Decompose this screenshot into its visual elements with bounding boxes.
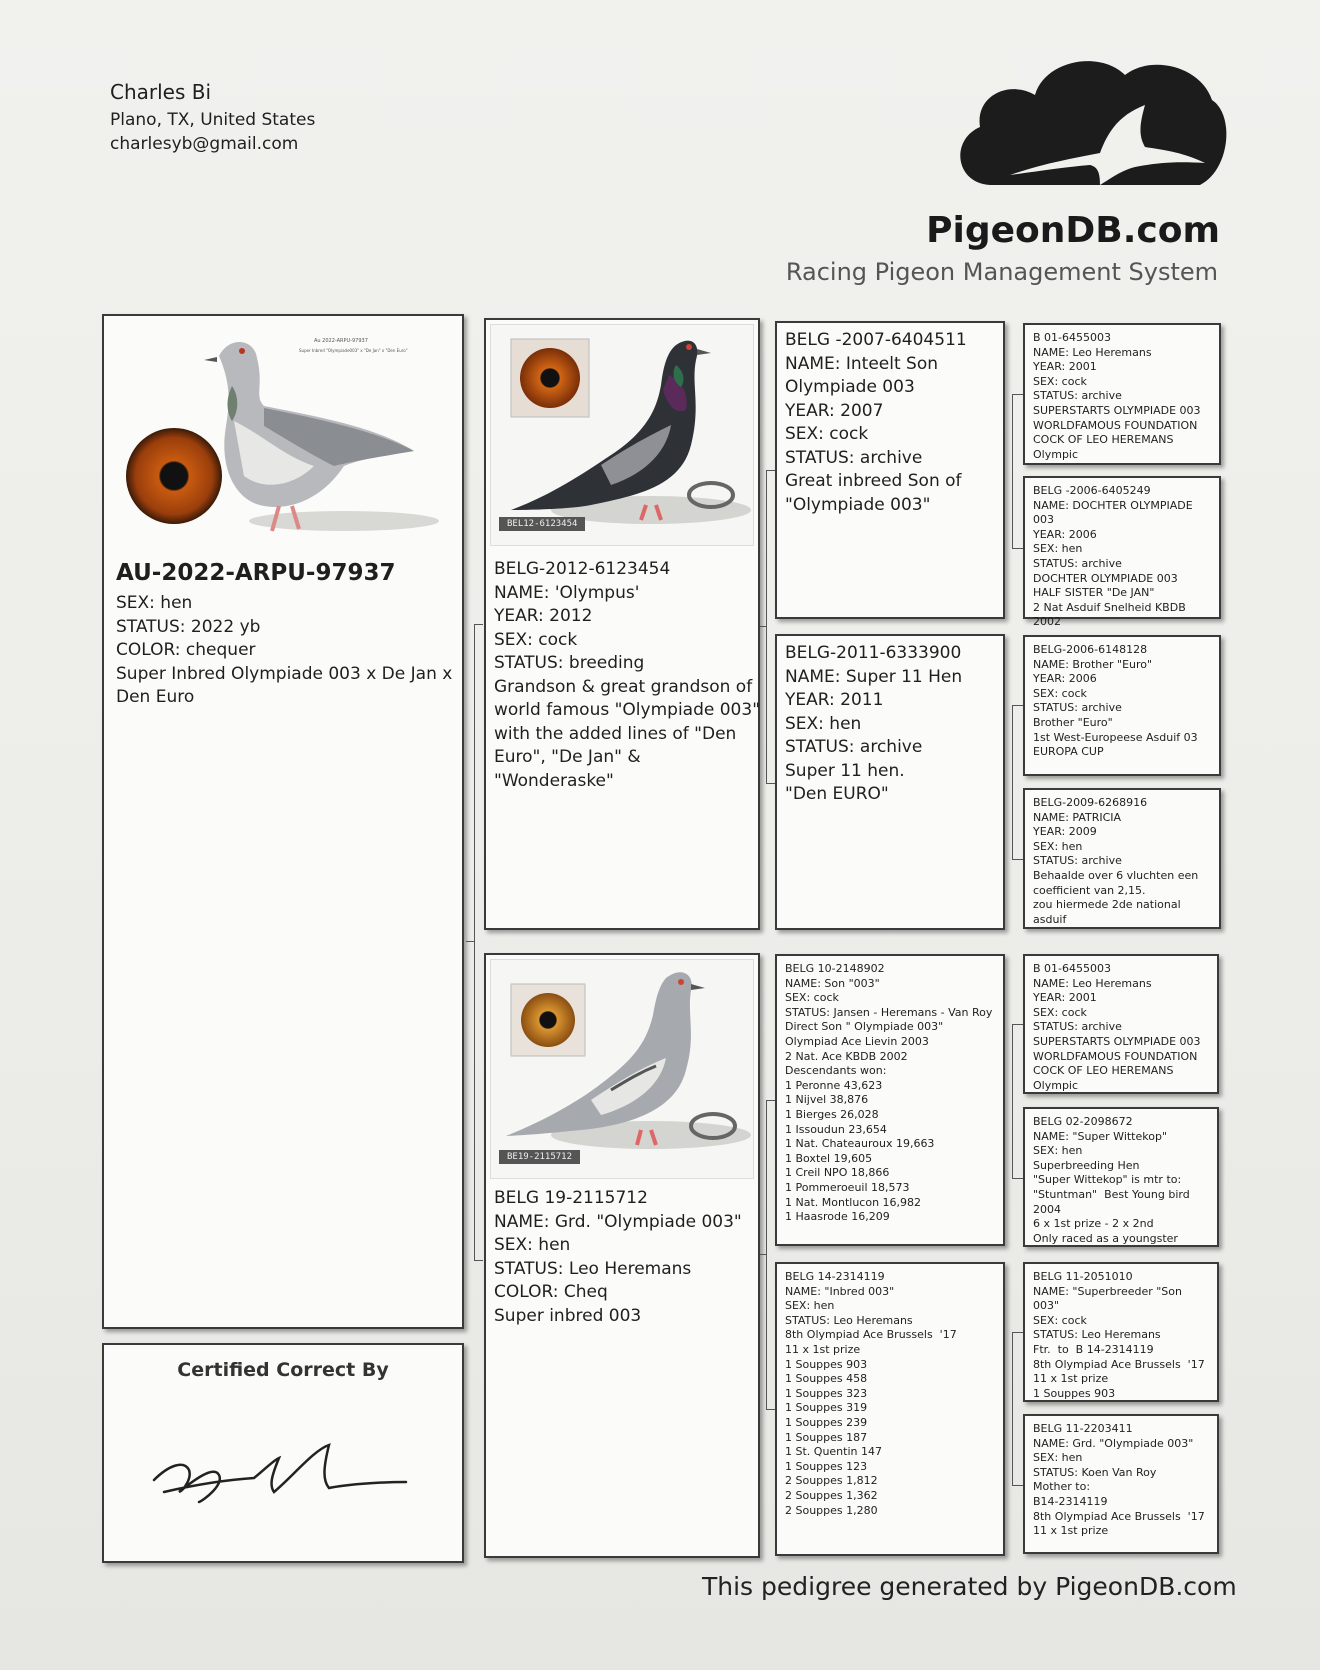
dds-line: BELG 11-2051010 <box>1033 1270 1133 1283</box>
sdd-line: zou hiermede 2de national asduif <box>1033 898 1185 926</box>
ssd-line: BELG -2006-6405249 <box>1033 484 1151 497</box>
sds-line: STATUS: archive <box>1033 701 1122 715</box>
sire-dam-sire-card <box>1023 635 1221 776</box>
dds-line: SEX: cock <box>1033 1313 1087 1327</box>
connector-line <box>760 626 766 627</box>
dam-sire-line: Descendants won: <box>785 1064 887 1078</box>
subject-line: SEX: hen <box>116 593 193 613</box>
pigeon-photo-icon <box>114 326 444 551</box>
sire-card <box>484 318 760 930</box>
sds-line: Brother "Euro" <box>1033 715 1113 729</box>
dam-sire-line: 1 Peronne 43,623 <box>785 1078 883 1092</box>
dds-line: STATUS: Leo Heremans <box>1033 1328 1161 1342</box>
dss-line: NAME: Leo Heremans <box>1033 976 1152 990</box>
dam-dam-line: 2 Souppes 1,280 <box>785 1503 878 1517</box>
dsd-line: "Super Wittekop" is mtr to: <box>1033 1173 1182 1187</box>
sire-sire-card <box>775 321 1005 619</box>
dam-sire-line: 1 Bierges 26,028 <box>785 1107 879 1121</box>
dam-line: SEX: hen <box>494 1235 571 1255</box>
ssd-line: 2 Nat Asduif Snelheid KBDB 2002 <box>1033 600 1190 629</box>
dam-details <box>486 1181 772 1334</box>
dds-line: 1 Souppes 903 <box>1033 1386 1116 1400</box>
dss-line: STATUS: archive <box>1033 1020 1122 1034</box>
sire-sire-line: YEAR: 2007 <box>785 400 884 421</box>
dsd-line: "Stuntman" Best Young bird 2004 <box>1033 1187 1194 1216</box>
connector-bracket <box>1012 1024 1023 1179</box>
dds-line: NAME: "Superbreeder "Son 003" <box>1033 1284 1186 1313</box>
dss-line: SEX: cock <box>1033 1005 1087 1019</box>
sire-dam-card <box>775 634 1005 930</box>
logo-brand: PigeonDB.com <box>926 210 1220 251</box>
dam-sire-line: Olympiad Ace Lievin 2003 <box>785 1034 929 1048</box>
dam-sire-sire-card <box>1023 954 1219 1094</box>
dam-sire-line: 1 Pommeroeuil 18,573 <box>785 1180 910 1194</box>
sire-sire-line: NAME: Inteelt Son <box>785 353 939 374</box>
sds-line: NAME: Brother "Euro" <box>1033 657 1153 671</box>
sire-sire-sire-card <box>1023 323 1221 465</box>
dam-line: STATUS: Leo Heremans <box>494 1258 692 1279</box>
sss-line: SEX: cock <box>1033 374 1087 388</box>
sire-dam-line: NAME: Super 11 Hen <box>785 666 963 687</box>
ssd-line: YEAR: 2006 <box>1033 527 1097 541</box>
sire-dam-line: STATUS: archive <box>785 737 923 757</box>
footer-credit: This pedigree generated by PigeonDB.com <box>702 1572 1237 1601</box>
dam-sire-line: 1 Haasrode 16,209 <box>785 1210 890 1224</box>
dam-dam-line: 1 Souppes 239 <box>785 1415 868 1429</box>
sss-line: WORLDFAMOUS FOUNDATION <box>1033 418 1198 432</box>
dss-line: SUPERSTARTS OLYMPIADE 003 <box>1033 1034 1201 1048</box>
connector-bracket <box>1012 1332 1023 1486</box>
ssd-line: NAME: DOCHTER OLYMPIADE 003 <box>1033 498 1197 527</box>
dam-dam-dam-card <box>1023 1414 1219 1554</box>
dsd-line: BELG 02-2098672 <box>1033 1115 1133 1128</box>
dam-dam-card <box>775 1262 1005 1556</box>
sdd-line: Behaalde over 6 vluchten een <box>1033 868 1199 882</box>
connector-bracket <box>1012 394 1023 549</box>
subject-ring-number: AU-2022-ARPU-97937 <box>116 560 396 586</box>
sds-line: BELG-2006-6148128 <box>1033 643 1148 656</box>
dam-dam-line: STATUS: Leo Heremans <box>785 1313 913 1327</box>
sss-line: STATUS: archive <box>1033 389 1122 403</box>
dam-sire-dam-card <box>1023 1107 1219 1247</box>
dam-dam-line: 1 Souppes 319 <box>785 1401 868 1415</box>
sire-dam-line: "Den EURO" <box>785 784 889 804</box>
connector-line <box>760 1254 766 1255</box>
ddd-line: 11 x 1st prize <box>1033 1524 1109 1538</box>
sire-dam-line: YEAR: 2011 <box>785 690 884 710</box>
dsd-line: NAME: "Super Wittekop" <box>1033 1129 1168 1143</box>
sdd-line: SEX: hen <box>1033 839 1083 853</box>
subject-line: STATUS: 2022 yb <box>116 616 261 637</box>
dam-sire-line: 1 Boxtel 19,605 <box>785 1151 873 1165</box>
dds-line: 11 x 1st prize <box>1033 1372 1109 1386</box>
sire-line: Grandson & great grandson of <box>494 676 753 697</box>
dam-card <box>484 953 760 1558</box>
sire-sire-line: Great inbreed Son of <box>785 471 962 491</box>
sdd-line: STATUS: archive <box>1033 854 1122 868</box>
sire-dam-dam-card <box>1023 788 1221 929</box>
sdd-line: YEAR: 2009 <box>1033 825 1097 839</box>
sire-sire-line: "Olympiade 003" <box>785 494 931 515</box>
sire-line: with the added lines of "Den <box>494 723 737 744</box>
sss-line: COCK OF LEO HEREMANS Olympic <box>1033 433 1177 461</box>
sire-sire-line: STATUS: archive <box>785 447 923 468</box>
sdd-line: BELG-2009-6268916 <box>1033 796 1148 809</box>
ddd-line: Mother to: <box>1033 1480 1091 1494</box>
subject-line: Super Inbred Olympiade 003 x De Jan x <box>116 663 453 684</box>
dam-sire-line: 1 Nat. Chateauroux 19,663 <box>785 1137 935 1151</box>
sire-sire-line: BELG -2007-6404511 <box>785 330 967 350</box>
sds-line: EUROPA CUP <box>1033 745 1104 759</box>
connector-line <box>466 941 474 942</box>
sire-line: SEX: cock <box>494 629 578 650</box>
sds-line: SEX: cock <box>1033 686 1087 700</box>
dam-dam-line: 2 Souppes 1,812 <box>785 1474 878 1488</box>
ssd-line: SEX: hen <box>1033 542 1083 556</box>
dam-line: BELG 19-2115712 <box>494 1188 648 1208</box>
pigeon-photo-icon <box>491 325 753 545</box>
dam-line: NAME: Grd. "Olympiade 003" <box>494 1211 742 1232</box>
dam-photo <box>490 959 754 1179</box>
dam-photo-tag: BE19-2115712 <box>499 1150 580 1164</box>
sss-line: YEAR: 2001 <box>1033 360 1097 374</box>
dam-sire-line: 1 Nijvel 38,876 <box>785 1093 869 1107</box>
cloud-pigeon-logo-icon <box>950 55 1230 205</box>
photo-caption: Au 2022-ARPU-97937 <box>314 338 368 344</box>
dds-line: 8th Olympiad Ace Brussels '17 <box>1033 1357 1205 1371</box>
dam-dam-line: 8th Olympiad Ace Brussels '17 <box>785 1328 957 1342</box>
dam-dam-line: 1 Souppes 323 <box>785 1386 868 1400</box>
owner-info <box>110 80 315 158</box>
connector-bracket <box>474 624 483 1261</box>
dsd-line: 6 x 1st prize - 2 x 2nd <box>1033 1217 1154 1231</box>
sire-dam-line: Super 11 hen. <box>785 760 905 781</box>
dam-dam-line: 11 x 1st prize <box>785 1342 861 1356</box>
ddd-line: STATUS: Koen Van Roy <box>1033 1465 1157 1479</box>
dsd-line: Superbreeding Hen <box>1033 1158 1140 1172</box>
sss-line: SUPERSTARTS OLYMPIADE 003 <box>1033 403 1201 417</box>
sire-line: STATUS: breeding <box>494 653 645 673</box>
sire-photo-tag: BEL12-6123454 <box>499 517 585 531</box>
ddd-line: BELG 11-2203411 <box>1033 1422 1133 1435</box>
dam-dam-line: SEX: hen <box>785 1299 835 1313</box>
sire-sire-line: Olympiade 003 <box>785 377 915 397</box>
sire-line: NAME: 'Olympus' <box>494 582 640 603</box>
sire-line: "Wonderaske" <box>494 770 614 791</box>
subject-card <box>102 314 464 1329</box>
dam-sire-line: 2 Nat. Ace KBDB 2002 <box>785 1049 908 1063</box>
dam-dam-sire-card <box>1023 1262 1219 1402</box>
dam-sire-card <box>775 954 1005 1246</box>
sdd-line: coefficient van 2,15. <box>1033 883 1146 897</box>
sire-line: Euro", "De Jan" & <box>494 747 641 767</box>
sds-line: YEAR: 2006 <box>1033 672 1097 686</box>
connector-bracket <box>766 1100 775 1410</box>
ddd-line: B14-2314119 <box>1033 1494 1108 1508</box>
dam-sire-line: 1 Creil NPO 18,866 <box>785 1166 890 1180</box>
sds-line: 1st West-Europeese Asduif 03 <box>1033 730 1198 744</box>
owner-location: Plano, TX, United States <box>110 110 316 130</box>
dss-line: YEAR: 2001 <box>1033 991 1097 1005</box>
sire-dam-line: SEX: hen <box>785 713 862 734</box>
dam-dam-line: 1 Souppes 123 <box>785 1459 868 1473</box>
owner-name: Charles Bi <box>110 80 212 104</box>
sire-sire-dam-card <box>1023 476 1221 629</box>
subject-details <box>116 592 466 710</box>
subject-line: Den Euro <box>116 687 195 707</box>
connector-bracket <box>766 470 775 784</box>
ssd-line: DOCHTER OLYMPIADE 003 <box>1033 571 1178 585</box>
sire-photo <box>490 324 754 546</box>
sire-line: world famous "Olympiade 003" <box>494 700 761 720</box>
dss-line: B 01-6455003 <box>1033 962 1111 975</box>
sire-details <box>486 552 772 799</box>
pigeon-photo-icon <box>491 960 753 1178</box>
dam-dam-line: BELG 14-2314119 <box>785 1270 885 1283</box>
photo-subcaption: Super Inbred "Olympiade003" x "De Jan" x "Den Euro" <box>299 348 408 353</box>
sss-line: B 01-6455003 <box>1033 331 1111 344</box>
dam-dam-line: 1 Souppes 903 <box>785 1357 868 1371</box>
sdd-line: NAME: PATRICIA <box>1033 810 1122 824</box>
owner-email: charlesyb@gmail.com <box>110 134 299 154</box>
certification-box <box>102 1343 464 1563</box>
dam-sire-line: 1 Nat. Montlucon 16,982 <box>785 1195 922 1209</box>
sire-line: YEAR: 2012 <box>494 606 593 626</box>
dam-dam-line: 1 Souppes 458 <box>785 1372 868 1386</box>
certified-title: Certified Correct By <box>177 1359 389 1381</box>
dam-dam-line: 2 Souppes 1,362 <box>785 1488 878 1502</box>
sire-sire-line: SEX: cock <box>785 424 869 444</box>
dam-sire-line: Direct Son " Olympiade 003" <box>785 1020 944 1034</box>
sire-dam-line: BELG-2011-6333900 <box>785 643 962 663</box>
dam-sire-line: 1 Issoudun 23,654 <box>785 1122 887 1136</box>
logo-tagline: Racing Pigeon Management System <box>785 258 1218 286</box>
dam-dam-line: 1 Souppes 187 <box>785 1430 868 1444</box>
dam-line: COLOR: Cheq <box>494 1282 608 1302</box>
dsd-line: Only raced as a youngster <box>1033 1231 1178 1245</box>
dam-sire-line: BELG 10-2148902 <box>785 962 885 975</box>
dss-line: WORLDFAMOUS FOUNDATION <box>1033 1049 1198 1063</box>
dds-line: Ftr. to B 14-2314119 <box>1033 1342 1154 1356</box>
dam-line: Super inbred 003 <box>494 1305 642 1326</box>
dam-dam-line: 1 St. Quentin 147 <box>785 1445 882 1459</box>
subject-line: COLOR: chequer <box>116 640 256 660</box>
dsd-line: SEX: hen <box>1033 1144 1083 1158</box>
dam-sire-line: SEX: cock <box>785 991 839 1005</box>
ddd-line: SEX: hen <box>1033 1451 1083 1465</box>
ddd-line: NAME: Grd. "Olympiade 003" <box>1033 1436 1194 1450</box>
dam-sire-line: STATUS: Jansen - Heremans - Van Roy <box>785 1005 993 1019</box>
sire-line: BELG-2012-6123454 <box>494 559 671 579</box>
connector-bracket <box>1012 705 1023 860</box>
signature-icon <box>144 1430 424 1520</box>
sss-line: NAME: Leo Heremans <box>1033 345 1152 359</box>
ssd-line: STATUS: archive <box>1033 556 1122 570</box>
dam-sire-line: NAME: Son "003" <box>785 976 880 990</box>
subject-photo <box>114 326 444 551</box>
dam-dam-line: NAME: "Inbred 003" <box>785 1284 895 1298</box>
pigeondb-logo <box>760 55 1230 295</box>
dss-line: COCK OF LEO HEREMANS Olympic <box>1033 1064 1177 1092</box>
ssd-line: HALF SISTER "De JAN" <box>1033 586 1155 600</box>
ddd-line: 8th Olympiad Ace Brussels '17 <box>1033 1509 1205 1523</box>
